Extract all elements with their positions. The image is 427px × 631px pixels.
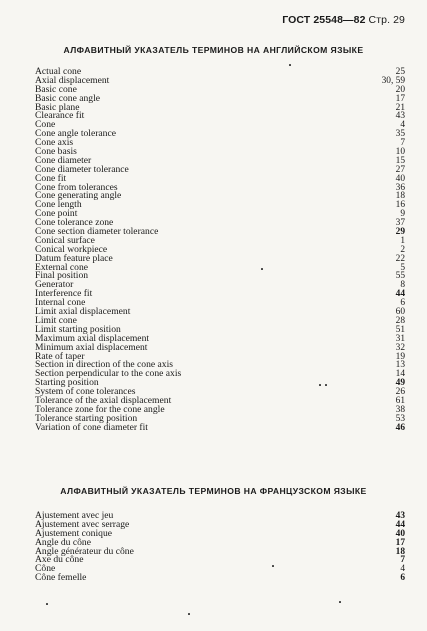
index-term-number: 7 xyxy=(400,138,405,149)
index-term: Cone xyxy=(35,119,56,131)
index-term-number: 43 xyxy=(395,111,405,122)
index-term-number: 46 xyxy=(395,422,405,433)
scan-speck xyxy=(46,603,48,605)
index-term-number: 21 xyxy=(395,102,405,113)
index-entry xyxy=(35,421,405,433)
index-term-number: 17 xyxy=(395,93,405,104)
index-term: Cone fit xyxy=(35,172,67,184)
index-entry xyxy=(35,565,405,574)
index-term: Minimum axial displacement xyxy=(35,341,148,353)
page-number: Стр. 29 xyxy=(368,14,405,26)
index-term: Tolerance of the axial displacement xyxy=(35,394,172,406)
index-term: Limit axial displacement xyxy=(35,306,131,318)
standard-number: ГОСТ 25548—82 xyxy=(282,14,366,26)
index-term: Final position xyxy=(35,270,89,282)
index-term: Cone diameter tolerance xyxy=(35,163,129,175)
scan-speck xyxy=(319,384,321,386)
index-term-number: 20 xyxy=(395,84,405,95)
index-term-number: 15 xyxy=(395,155,405,166)
index-entry xyxy=(35,101,405,113)
english-index-title: АЛФАВИТНЫЙ УКАЗАТЕЛЬ ТЕРМИНОВ НА АНГЛИЙСКОМ ЯЗЫКЕ xyxy=(63,45,364,55)
index-term-number: 36 xyxy=(395,182,405,193)
index-term-number: 29 xyxy=(395,227,405,238)
index-term: Cone generating angle xyxy=(35,190,122,202)
index-entry xyxy=(35,574,405,583)
index-term-number: 44 xyxy=(395,289,405,300)
index-term-number: 55 xyxy=(395,271,405,282)
index-term: Internal cone xyxy=(35,297,86,309)
index-term: Basic cone xyxy=(35,83,77,95)
index-entry xyxy=(35,192,405,201)
index-term-number: 16 xyxy=(395,200,405,211)
index-term-number: 6 xyxy=(400,298,405,309)
index-term: Variation of cone diameter fit xyxy=(35,421,148,433)
index-term-number: 14 xyxy=(395,369,405,380)
index-term: Conical workpiece xyxy=(35,243,108,255)
index-term: Ajustement avec serrage xyxy=(35,518,130,530)
french-index-title: АЛФАВИТНЫЙ УКАЗАТЕЛЬ ТЕРМИНОВ НА ФРАНЦУЗСКОМ ЯЗЫКЕ xyxy=(60,486,367,496)
index-term-number: 6 xyxy=(400,573,405,584)
index-term: Axial displacement xyxy=(35,74,110,86)
index-term-number: 5 xyxy=(400,262,405,273)
index-term-number: 10 xyxy=(395,147,405,158)
index-entry xyxy=(35,112,405,121)
index-term-number: 43 xyxy=(395,511,405,521)
index-term-number: 9 xyxy=(400,209,405,220)
index-term: Cone tolerance zone xyxy=(35,217,114,229)
index-entry xyxy=(35,261,405,273)
index-term-number: 35 xyxy=(395,129,405,140)
index-term-number: 22 xyxy=(395,253,405,264)
index-term: Cône femelle xyxy=(35,572,87,584)
index-term-number: 7 xyxy=(400,555,405,566)
page-header xyxy=(282,14,405,26)
index-term-number: 13 xyxy=(395,360,405,371)
index-term: Section perpendicular to the cone axis xyxy=(35,368,182,380)
index-term: Interference fit xyxy=(35,288,93,300)
index-entry xyxy=(35,74,405,86)
index-entry xyxy=(35,92,405,104)
index-term: Cone point xyxy=(35,208,78,220)
index-term-number: 2 xyxy=(400,244,405,255)
index-term: Cone from tolerances xyxy=(35,181,118,193)
index-term: Generator xyxy=(35,279,74,291)
index-entry xyxy=(35,308,405,317)
index-entry xyxy=(35,163,405,175)
index-term-number: 18 xyxy=(395,546,405,557)
index-term: Conical surface xyxy=(35,234,95,246)
index-term: Clearance fit xyxy=(35,110,85,122)
index-term-number: 53 xyxy=(395,413,405,424)
index-term: Ajustement conique xyxy=(35,527,112,539)
index-term-number: 30, 59 xyxy=(381,75,405,86)
index-entry xyxy=(35,556,405,565)
index-term-number: 28 xyxy=(395,315,405,326)
index-term-number: 40 xyxy=(395,173,405,184)
index-term-number: 37 xyxy=(395,218,405,229)
index-entry xyxy=(35,290,405,299)
index-entry xyxy=(35,130,405,139)
index-term-number: 26 xyxy=(395,387,405,398)
index-term: Angle du cône xyxy=(35,536,91,548)
index-term: External cone xyxy=(35,261,89,273)
index-term: Cone diameter xyxy=(35,154,92,166)
index-term-number: 60 xyxy=(395,307,405,318)
scan-speck xyxy=(261,268,263,270)
index-term: System of cone tolerances xyxy=(35,386,136,398)
index-term-number: 32 xyxy=(395,342,405,353)
index-term-number: 17 xyxy=(395,537,405,548)
index-term-number: 31 xyxy=(395,333,405,344)
scan-speck xyxy=(188,613,190,615)
index-term-number: 27 xyxy=(395,164,405,175)
index-term: Axe du cône xyxy=(35,554,84,566)
index-term-number: 44 xyxy=(395,519,405,530)
index-term: Limit starting position xyxy=(35,323,121,335)
index-term: Ajustement avec jeu xyxy=(35,510,114,521)
index-term-number: 49 xyxy=(395,378,405,389)
index-term: Basic cone angle xyxy=(35,92,100,104)
scan-speck xyxy=(325,384,327,386)
index-term: Cône xyxy=(35,563,56,575)
index-entry xyxy=(35,341,405,353)
index-entry xyxy=(35,272,405,281)
index-term: Cone length xyxy=(35,199,82,211)
index-term: Cone section diameter tolerance xyxy=(35,226,159,238)
index-term: Datum feature place xyxy=(35,252,113,264)
index-term-number: 25 xyxy=(395,67,405,77)
scan-speck xyxy=(289,64,291,66)
index-term: Rate of taper xyxy=(35,350,85,362)
index-term-number: 18 xyxy=(395,191,405,202)
index-term-number: 4 xyxy=(400,564,405,575)
index-entry xyxy=(35,139,405,148)
index-term-number: 38 xyxy=(395,404,405,415)
index-term: Tolerance starting position xyxy=(35,412,138,424)
index-term: Cone angle tolerance xyxy=(35,128,116,140)
index-term: Tolerance zone for the cone angle xyxy=(35,403,165,415)
english-term-list xyxy=(35,68,405,433)
index-term: Cone axis xyxy=(35,137,74,149)
index-term: Starting position xyxy=(35,377,99,389)
index-entry xyxy=(35,201,405,210)
index-term: Angle générateur du cône xyxy=(35,545,134,557)
index-term: Limit cone xyxy=(35,314,77,326)
index-term-number: 61 xyxy=(395,395,405,406)
index-term: Basic plane xyxy=(35,101,80,113)
index-term: Cone basis xyxy=(35,146,77,158)
index-term: Maximum axial displacement xyxy=(35,332,150,344)
scan-speck xyxy=(339,601,341,603)
index-entry xyxy=(35,252,405,264)
index-term-number: 4 xyxy=(400,120,405,131)
index-term-number: 19 xyxy=(395,351,405,362)
index-term-number: 51 xyxy=(395,324,405,335)
index-term: Actual cone xyxy=(35,66,82,77)
index-term-number: 1 xyxy=(400,235,405,246)
index-term-number: 8 xyxy=(400,280,405,291)
index-term: Section in direction of the cone axis xyxy=(35,359,174,371)
scan-speck xyxy=(272,565,274,567)
index-term-number: 40 xyxy=(395,528,405,539)
index-entry xyxy=(35,545,405,557)
french-term-list xyxy=(35,512,405,583)
